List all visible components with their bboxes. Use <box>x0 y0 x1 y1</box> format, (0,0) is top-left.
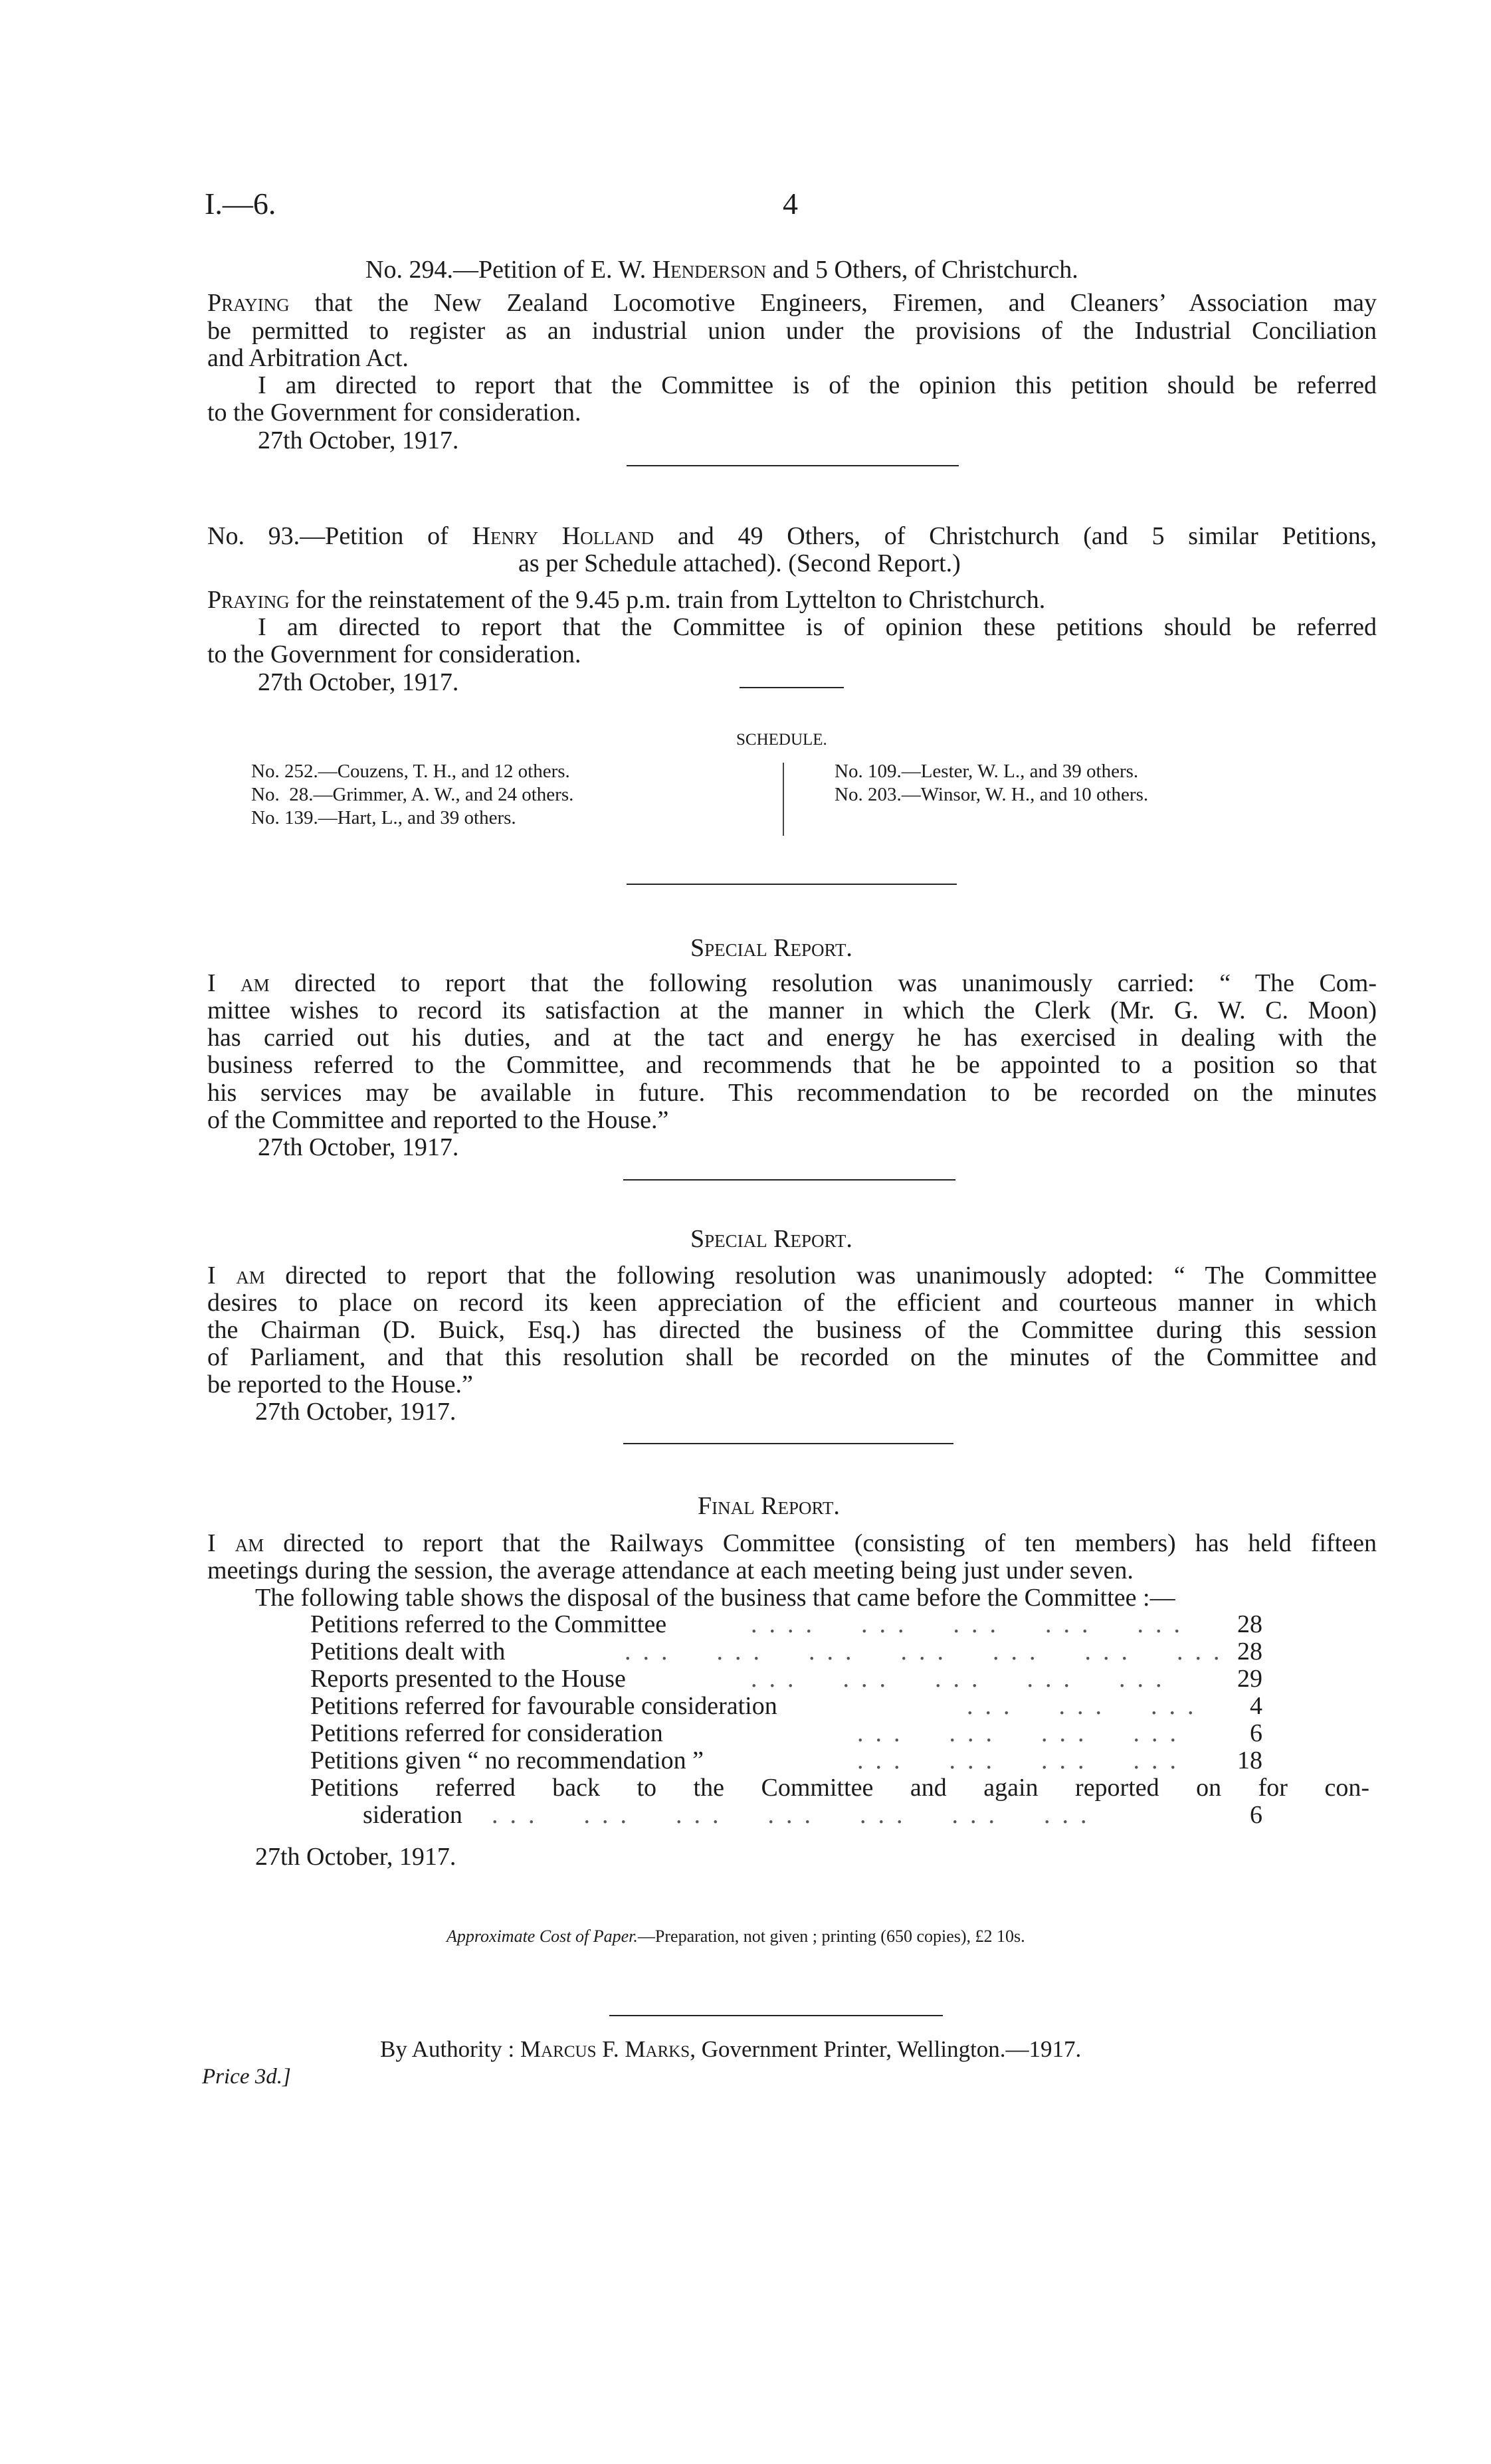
final-report-line2: meetings during the session, the average attendance at each meeting being just under seven. <box>207 1557 1134 1584</box>
table-row-label: Petitions referred to the Committee <box>310 1610 667 1638</box>
table-row-label: Petitions given “ no recommendation ” <box>310 1747 704 1774</box>
price: Price 3d.] <box>202 2065 291 2089</box>
table-row-leader: ... ... ... ... <box>857 1719 1188 1747</box>
table-row-label: Petitions referred for consideration <box>310 1719 663 1747</box>
final-report-title: Final Report. <box>698 1492 840 1520</box>
schedule-title: SCHEDULE. <box>736 731 827 749</box>
special-report-1-line5: his services may be available in future. This recommendation to be recorded on the minutes <box>207 1079 1377 1107</box>
table-row-label-continued: sideration <box>363 1801 462 1829</box>
petition-93-report-line2: to the Government for consideration. <box>207 640 581 668</box>
petition-93-date: 27th October, 1917. <box>258 668 459 696</box>
final-report-line1: I am directed to report that the Railways Committee (consisting of ten members) has held fifteen <box>207 1529 1377 1557</box>
special-report-2-line3: the Chairman (D. Buick, Esq.) has directed the business of the Committee during this session <box>207 1316 1377 1344</box>
special-report-1-title: Special Report. <box>690 934 852 962</box>
section-divider <box>627 465 959 466</box>
section-divider <box>623 1443 953 1444</box>
section-divider <box>623 1179 955 1181</box>
schedule-column-divider <box>783 763 784 836</box>
special-report-2-line5: be reported to the House.” <box>207 1371 473 1398</box>
table-row-leader: ... ... ... ... ... ... ... <box>625 1638 1232 1665</box>
table-row-value: 29 <box>1237 1665 1262 1693</box>
petition-93-heading-line2: as per Schedule attached). (Second Report.) <box>518 549 961 577</box>
special-report-1-line2: mittee wishes to record its satisfaction at the manner in which the Clerk (Mr. G. W. C. Moon) <box>207 996 1377 1024</box>
table-row-label: Petitions referred for favourable consideration <box>310 1692 777 1720</box>
petition-294-heading: No. 294.—Petition of E. W. Henderson and 5 Others, of Christchurch. <box>365 256 1078 284</box>
petition-294-report-line1: I am directed to report that the Committee is of the opinion this petition should be referred <box>258 371 1377 399</box>
petition-294-praying-line3: and Arbitration Act. <box>207 344 409 372</box>
special-report-1-line1: I am directed to report that the following resolution was unanimously carried: “ The Com- <box>207 969 1377 997</box>
final-report-line3: The following table shows the disposal of the business that came before the Committee :— <box>255 1584 1175 1612</box>
schedule-entry-28: No. 28.—Grimmer, A. W., and 24 others. <box>251 784 574 805</box>
table-row-leader: ... ... ... <box>967 1692 1206 1720</box>
petition-93-report-line1: I am directed to report that the Committee is of opinion these petitions should be referred <box>258 613 1377 641</box>
table-row-leader: ... ... ... ... ... <box>751 1665 1174 1693</box>
table-row-leader: .... ... ... ... ... <box>751 1610 1192 1638</box>
special-report-2-date: 27th October, 1917. <box>255 1398 456 1426</box>
page-reference: I.—6. <box>205 187 276 221</box>
special-report-2-line1: I am directed to report that the following resolution was unanimously adopted: “ The Committee <box>207 1262 1377 1289</box>
schedule-entry-252: No. 252.—Couzens, T. H., and 12 others. <box>251 761 570 782</box>
short-divider <box>740 687 844 688</box>
schedule-entry-139: No. 139.—Hart, L., and 39 others. <box>251 807 516 828</box>
table-row-value: 28 <box>1237 1638 1262 1665</box>
petition-93-praying: Praying for the reinstatement of the 9.45 p.m. train from Lyttelton to Christchurch. <box>207 586 1046 614</box>
table-row-value: 18 <box>1237 1747 1262 1774</box>
special-report-2-line4: of Parliament, and that this resolution shall be recorded on the minutes of the Committee and <box>207 1343 1377 1371</box>
special-report-1-date: 27th October, 1917. <box>258 1133 459 1161</box>
table-row-label: Petitions dealt with <box>310 1638 506 1665</box>
table-row-value: 4 <box>1250 1692 1262 1720</box>
special-report-1-line4: business referred to the Committee, and recommends that he be appointed to a position so that <box>207 1051 1377 1079</box>
special-report-2-line2: desires to place on record its keen appreciation of the efficient and courteous manner in which <box>207 1289 1377 1317</box>
imprint-rule <box>609 2015 943 2016</box>
special-report-1-line3: has carried out his duties, and at the tact and energy he has exercised in dealing with the <box>207 1024 1377 1052</box>
table-row-leader: ... ... ... ... <box>857 1747 1188 1774</box>
cost-of-paper: Approximate Cost of Paper.—Preparation, not given ; printing (650 copies), £2 10s. <box>447 1927 1025 1946</box>
table-row-value: 28 <box>1237 1610 1262 1638</box>
printer-imprint: By Authority : Marcus F. Marks, Government Printer, Wellington.—1917. <box>380 2036 1082 2062</box>
petition-294-praying-line2: be permitted to register as an industrial union under the provisions of the Industrial Conciliation <box>207 317 1377 345</box>
special-report-2-title: Special Report. <box>690 1225 852 1253</box>
table-row-leader: ... ... ... ... ... ... ... <box>492 1801 1099 1829</box>
table-row-value: 6 <box>1250 1719 1262 1747</box>
petition-294-praying-line1: Praying that the New Zealand Locomotive Engineers, Firemen, and Cleaners’ Association may <box>207 289 1377 317</box>
final-report-date: 27th October, 1917. <box>255 1843 456 1871</box>
table-row-label: Petitions referred back to the Committee and again reported on for con- <box>310 1774 1369 1802</box>
schedule-entry-109: No. 109.—Lester, W. L., and 39 others. <box>835 761 1139 782</box>
page-number: 4 <box>783 187 798 221</box>
petition-93-heading: No. 93.—Petition of Henry Holland and 49 Others, of Christchurch (and 5 similar Petitions, <box>207 522 1377 550</box>
table-row-label: Reports presented to the House <box>310 1665 626 1693</box>
special-report-1-line6: of the Committee and reported to the House.” <box>207 1106 669 1134</box>
section-divider <box>627 884 957 885</box>
petition-294-report-line2: to the Government for consideration. <box>207 399 581 426</box>
schedule-entry-203: No. 203.—Winsor, W. H., and 10 others. <box>835 784 1149 805</box>
petition-294-date: 27th October, 1917. <box>258 426 459 454</box>
table-row-value: 6 <box>1250 1801 1262 1829</box>
